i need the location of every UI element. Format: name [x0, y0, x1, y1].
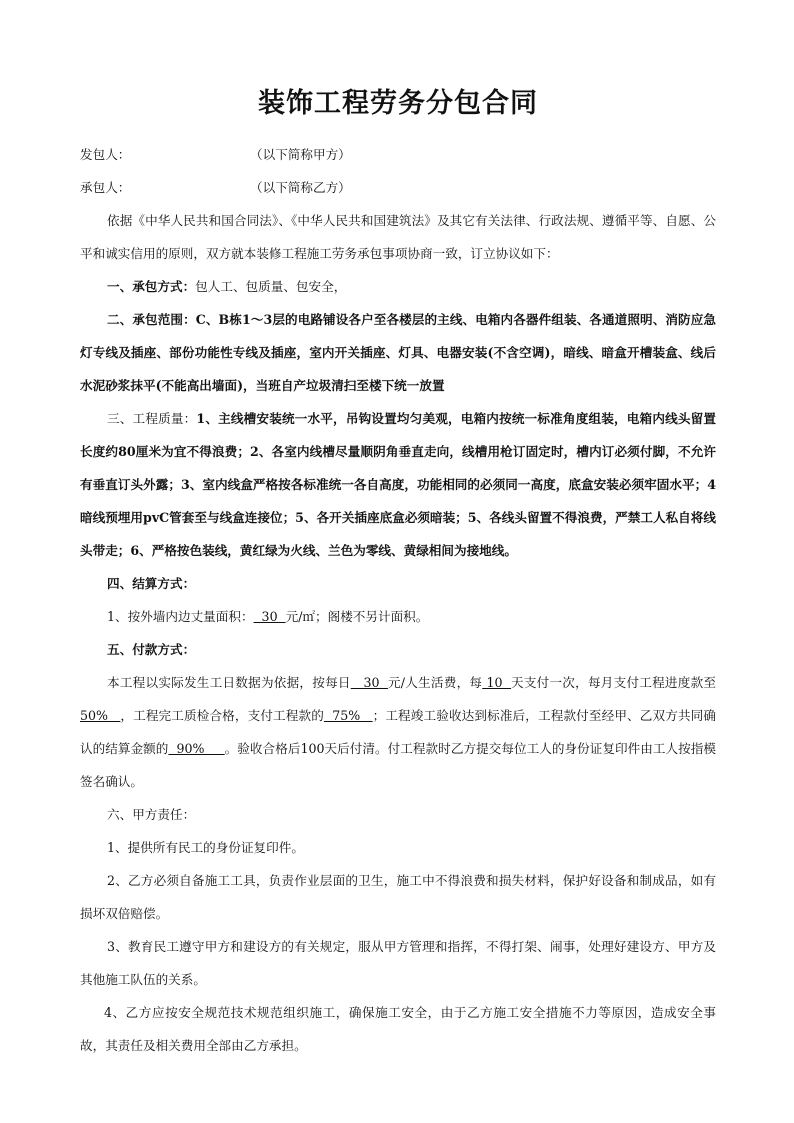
text: 元/人生活费，每 — [387, 675, 483, 690]
party-a-note: （以下简称甲方） — [250, 147, 351, 162]
final-payment-value: 90% — [168, 741, 225, 756]
document-title: 装饰工程劳务分包合同 — [258, 88, 538, 119]
text: 本工程以实际发生工日数据为依据，按每日 — [107, 675, 351, 690]
section-1-heading: 一、承包方式： — [107, 279, 196, 294]
section-6-item-4: 4、乙方应按安全规范技术规范组织施工，确保施工安全，由于乙方施工安全措施不力等原因，造成安全事故，其责任及相关费用全部由乙方承担。 — [80, 1005, 716, 1053]
contract-page — [80, 84, 716, 1062]
section-1 — [80, 270, 716, 303]
section-2 — [80, 303, 716, 402]
section-4-item-1 — [80, 600, 716, 633]
progress-payment-value: 50% — [80, 708, 121, 723]
section-6-heading: 六、甲方责任： — [107, 807, 196, 822]
party-b-line — [80, 171, 716, 204]
area-rate-value: 30 — [253, 609, 286, 624]
text: ，工程完工质检合格，支付工程款的 — [120, 708, 324, 723]
section-6-item-2: 2、乙方必须自备施工工具，负责作业层面的卫生，施工中不得浪费和损失材料，保护好设备和制成品，如有损坏双倍赔偿。 — [80, 873, 716, 921]
party-b-note: （以下简称乙方） — [250, 180, 351, 195]
section-3-body: 1、主线槽安装统一水平，吊钩设置均匀美观，电箱内按统一标准角度组装，电箱内线头留置长度约80厘米为宜不得浪费；2、各室内线槽尽量顺阴角垂直走向，线槽用枪订固定时，槽内订必须付脚，不允许有垂直订头外露；3、室内线盒严格按各标准统一各自高度，功能相同的必须同一高度，底盒安装必须牢固水平；4暗线预埋用pvC管套至与线盒连接位；5、各开关插座底盒必须暗装；5、各线头留置不得浪费，严禁工人私自将线头带走；6、严格按色装线，黄红绿为火线、兰色为零线、黄绿相间为接地线。 — [80, 411, 717, 558]
section-5-body — [80, 666, 716, 798]
text: ；工程竣工验收达到标准后，工程款付至经甲、乙双方共同确认的结算金额的 — [80, 708, 716, 756]
text: 1、按外墙内边丈量面积： — [107, 609, 254, 624]
party-a-label: 发包人： — [80, 147, 131, 162]
text: 天支付一次，每月支付工程进度款至 — [510, 675, 716, 690]
section-3-heading: 三、工程质量： — [107, 411, 197, 426]
section-2-heading: 二、承包范围： — [107, 312, 196, 327]
section-4-heading: 四、结算方式： — [107, 576, 196, 591]
section-1-body: 包人工、包质量、包安全， — [195, 279, 347, 294]
section-3 — [80, 402, 716, 567]
daily-allowance-value: 30 — [350, 675, 388, 690]
payment-interval-value: 10 — [482, 675, 511, 690]
section-5-heading: 五、付款方式： — [107, 642, 196, 657]
text: 。验收合格后100天后付清。付工程款时乙方提交每位工人的身份证复印件由工人按指模签名确认。 — [80, 741, 716, 789]
party-a-line — [80, 138, 716, 171]
section-6-item-3: 3、教育民工遵守甲方和建设方的有关规定，服从甲方管理和指挥，不得打架、闹事，处理好建设方、甲方及其他施工队伍的关系。 — [80, 939, 716, 987]
party-b-label: 承包人： — [80, 180, 131, 195]
preamble: 依据《中华人民共和国合同法》、《中华人民共和国建筑法》及其它有关法律、行政法规、遵循平等、自愿、公平和诚实信用的原则，双方就本装修工程施工劳务承包事项协商一致，订立协议如下： — [80, 213, 716, 261]
text: 元/㎡；阁楼不另计面积。 — [285, 609, 429, 624]
section-6-item-1: 1、提供所有民工的身份证复印件。 — [107, 840, 304, 855]
completion-payment-value: 75% — [323, 708, 373, 723]
section-2-body: C、B栋1～3层的电路铺设各户至各楼层的主线、电箱内各器件组装、各通道照明、消防应急灯专线及插座、部份功能性专线及插座，室内开关插座、灯具、电器安装(不含空调)，暗线、暗盒开槽装盒、线后水泥砂浆抹平(不能高出墙面)，当班自产垃圾清扫至楼下统一放置 — [80, 312, 717, 393]
